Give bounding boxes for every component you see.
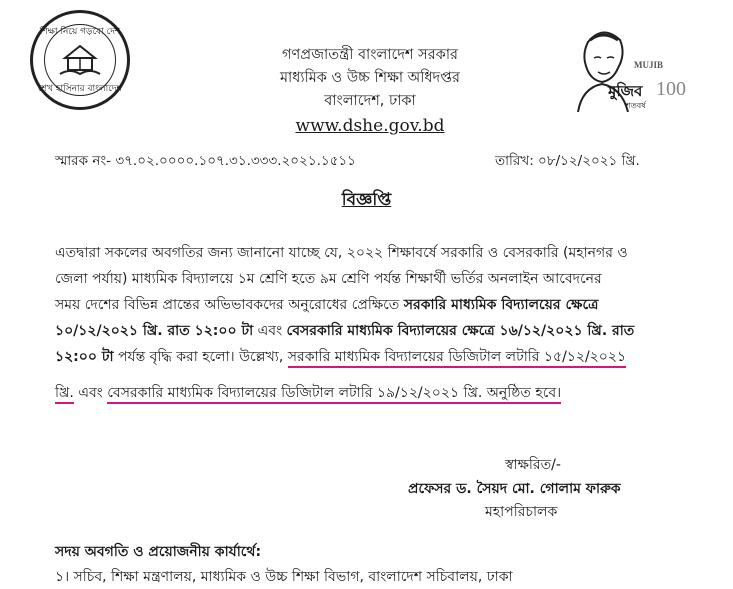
mujib-100-logo	[568, 22, 688, 112]
body-text: সময় দেশের বিভিন্ন প্রান্তের অভিভাবকদের অনুরোধের প্রেক্ষিতে	[55, 297, 404, 313]
header-government: গণপ্রজাতন্ত্রী বাংলাদেশ সরকার	[281, 47, 458, 63]
private-school-deadline-time: ১২:০০ টা	[55, 349, 114, 365]
signatory-name: প্রফেসর ড. সৈয়দ মো. গোলাম ফারুক	[408, 481, 621, 497]
distribution-heading: সদয় অবগতি ও প্রয়োজনীয় কার্যার্থে:	[55, 544, 262, 560]
body-line-4	[55, 318, 680, 344]
govt-lottery-date-suffix: খ্রি.	[55, 385, 74, 404]
header-directorate: মাধ্যমিক ও উচ্চ শিক্ষা অধিদপ্তর	[280, 70, 460, 86]
seal-top-text: শিক্ষা নিয়ে গড়বো দেশ	[39, 27, 121, 37]
body-line-6	[55, 380, 680, 406]
govt-lottery-date-highlight: সরকারি মাধ্যমিক বিদ্যালয়ের ডিজিটাল লটারি ১৫/১২/২০২১	[288, 349, 626, 368]
mujib-bangla-text: মুজিব	[608, 82, 643, 100]
book-house-icon	[55, 40, 105, 80]
distribution-item-1: ১। সচিব, শিক্ষা মন্ত্রণালয়, মাধ্যমিক ও উচ্চ শিক্ষা বিভাগ, বাংলাদেশ সচিবালয়, ঢাকা	[55, 569, 513, 585]
mujib-100-number: 100	[656, 78, 686, 100]
mujib-english-text: MUJIB	[634, 60, 663, 70]
signatory-designation: মহাপরিচালক	[485, 504, 558, 520]
body-line-2: জেলা পর্যায়) মাধ্যমিক বিদ্যালয়ে ১ম শ্রেণি হতে ৯ম শ্রেণি পর্যন্ত শিক্ষার্থী ভর্তির অনলাইন আবেদনের	[55, 271, 602, 287]
private-lottery-date-highlight: বেসরকারি মাধ্যমিক বিদ্যালয়ের ডিজিটাল লটারি ১৯/১২/২০২১ খ্রি. অনুষ্ঠিত হবে।	[107, 385, 561, 404]
body-line-1: এতদ্বারা সকলের অবগতির জন্য জানানো যাচ্ছে যে, ২০২২ শিক্ষাবর্ষে সরকারি ও বেসরকারি (মহানগর ও	[55, 245, 628, 261]
notice-title: বিজ্ঞপ্তি	[341, 190, 392, 210]
memo-number: স্মারক নং- ৩৭.০২.০০০০.১০৭.৩১.৩৩৩.২০২১.১৫১১	[55, 153, 356, 169]
body-text: এবং	[73, 385, 108, 401]
signed-text: স্বাক্ষরিত/-	[505, 457, 561, 473]
body-line-5	[55, 344, 680, 370]
header-location: বাংলাদেশ, ঢাকা	[324, 93, 416, 109]
mujib-shatabarsha-text: শতবর্ষ	[626, 101, 646, 110]
body-text: পর্যন্ত বৃদ্ধি করা হলো। উল্লেখ্য,	[113, 349, 288, 365]
body-line-3	[55, 292, 680, 318]
government-seal-logo	[30, 10, 130, 110]
body-text: এবং	[253, 323, 287, 339]
private-school-deadline: বেসরকারি মাধ্যমিক বিদ্যালয়ের ক্ষেত্রে ১৬/১২/২০২১ খ্রি. রাত	[286, 323, 635, 339]
govt-school-deadline: ১০/১২/২০২১ খ্রি. রাত ১২:০০ টা	[55, 323, 254, 339]
seal-bottom-text: শেখ হাসিনার বাংলাদেশ	[38, 84, 122, 94]
website-link[interactable]: www.dshe.gov.bd	[295, 116, 445, 136]
memo-date: তারিখ: ০৮/১২/২০২১ খ্রি.	[495, 153, 640, 169]
govt-school-deadline-label: সরকারি মাধ্যমিক বিদ্যালয়ের ক্ষেত্রে	[403, 297, 599, 313]
